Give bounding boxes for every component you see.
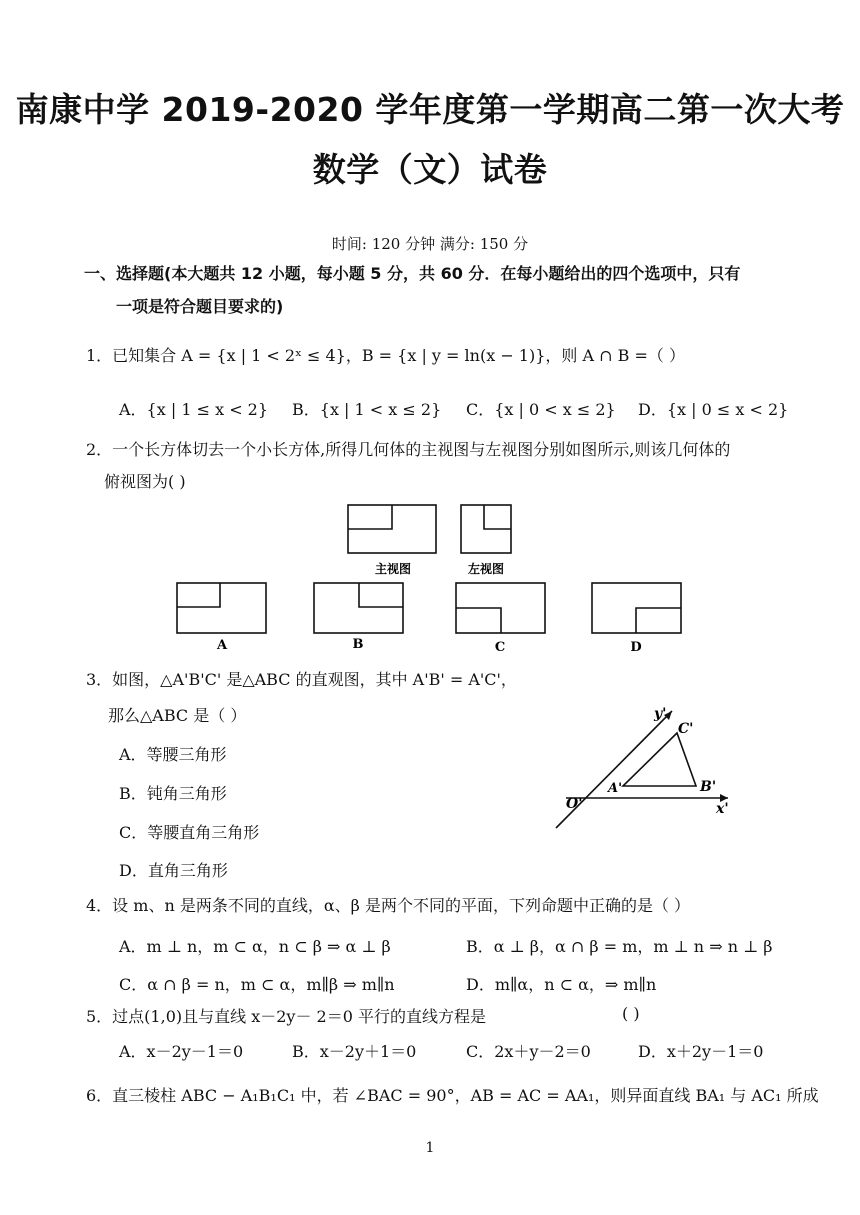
- q5-option-d: D．x＋2y－1＝0: [638, 1042, 764, 1061]
- q1-option-c: C．{x | 0 < x ≤ 2}: [466, 400, 616, 419]
- q5-option-a: A．x－2y－1＝0: [119, 1042, 244, 1061]
- q1-option-d: D．{x | 0 ≤ x < 2}: [638, 400, 789, 419]
- view-label-d: D: [630, 640, 642, 655]
- exam-meta: 时间: 120 分钟 满分: 150 分: [331, 235, 529, 253]
- q4-option-b: B．α ⊥ β，α ∩ β = m，m ⊥ n ⇒ n ⊥ β: [466, 937, 773, 956]
- q5-option-b: B．x－2y＋1＝0: [292, 1042, 417, 1061]
- q3-option-d: D．直角三角形: [119, 861, 228, 880]
- q3-option-a: A．等腰三角形: [119, 745, 227, 764]
- q4-option-d: D．m∥α，n ⊂ α，⇒ m∥n: [466, 975, 657, 994]
- q1-option-a: A．{x | 1 ≤ x < 2}: [119, 400, 269, 419]
- vertex-label-b: B': [700, 779, 717, 795]
- view-label-c: C: [494, 640, 506, 655]
- q1-option-b: B．{x | 1 < x ≤ 2}: [292, 400, 442, 419]
- q1-stem: 1．已知集合 A = {x | 1 < 2ˣ ≤ 4}，B = {x | y = ln(x − 1)}，则 A ∩ B =（ ）: [86, 346, 685, 365]
- q4-stem: 4．设 m、n 是两条不同的直线，α、β 是两个不同的平面，下列命题中正确的是（ ）: [86, 896, 691, 915]
- origin-label: O': [566, 796, 583, 812]
- q5-stem: 5．过点(1,0)且与直线 x－2y－ 2＝0 平行的直线方程是: [86, 1007, 486, 1026]
- exam-title: 南康中学 2019-2020 学年度第一学期高二第一次大考: [15, 90, 845, 129]
- page-number: 1: [425, 1140, 435, 1156]
- q3-option-b: B．钝角三角形: [119, 784, 227, 803]
- view-label-b: B: [352, 637, 364, 652]
- q3-option-c: C．等腰直角三角形: [119, 823, 260, 842]
- section-heading-cont: 一项是符合题目要求的): [116, 297, 284, 316]
- exam-subtitle: 数学（文）试卷: [312, 150, 548, 189]
- left-view-label: 左视图: [467, 562, 505, 576]
- front-view-label: 主视图: [374, 562, 412, 576]
- view-label-a: A: [216, 638, 228, 653]
- q5-bracket: ( ): [622, 1004, 640, 1023]
- axis-label-y: y': [654, 706, 667, 722]
- q2-stem-line1: 2．一个长方体切去一个小长方体,所得几何体的主视图与左视图分别如图所示,则该几何体的: [86, 440, 731, 459]
- vertex-label-c: C': [678, 721, 694, 737]
- q3-stem-line2: 那么△ABC 是（ ）: [108, 706, 247, 725]
- q3-stem-line1: 3．如图，△A'B'C' 是△ABC 的直观图，其中 A'B' = A'C'，: [86, 670, 517, 689]
- q6-stem: 6．直三棱柱 ABC − A₁B₁C₁ 中，若 ∠BAC = 90°，AB = AC = AA₁，则异面直线 BA₁ 与 AC₁ 所成: [86, 1086, 819, 1105]
- q5-option-c: C．2x＋y－2＝0: [466, 1042, 591, 1061]
- section-heading: 一、选择题(本大题共 12 小题，每小题 5 分，共 60 分．在每小题给出的四个选项中，只有: [84, 264, 741, 283]
- q4-option-c: C．α ∩ β = n，m ⊂ α，m∥β ⇒ m∥n: [119, 975, 395, 994]
- q2-stem-line2: 俯视图为( ): [104, 472, 186, 491]
- q4-option-a: A．m ⊥ n，m ⊂ α，n ⊂ β ⇒ α ⊥ β: [119, 937, 391, 956]
- axis-label-x: x': [716, 801, 729, 817]
- vertex-label-a: A': [608, 781, 623, 796]
